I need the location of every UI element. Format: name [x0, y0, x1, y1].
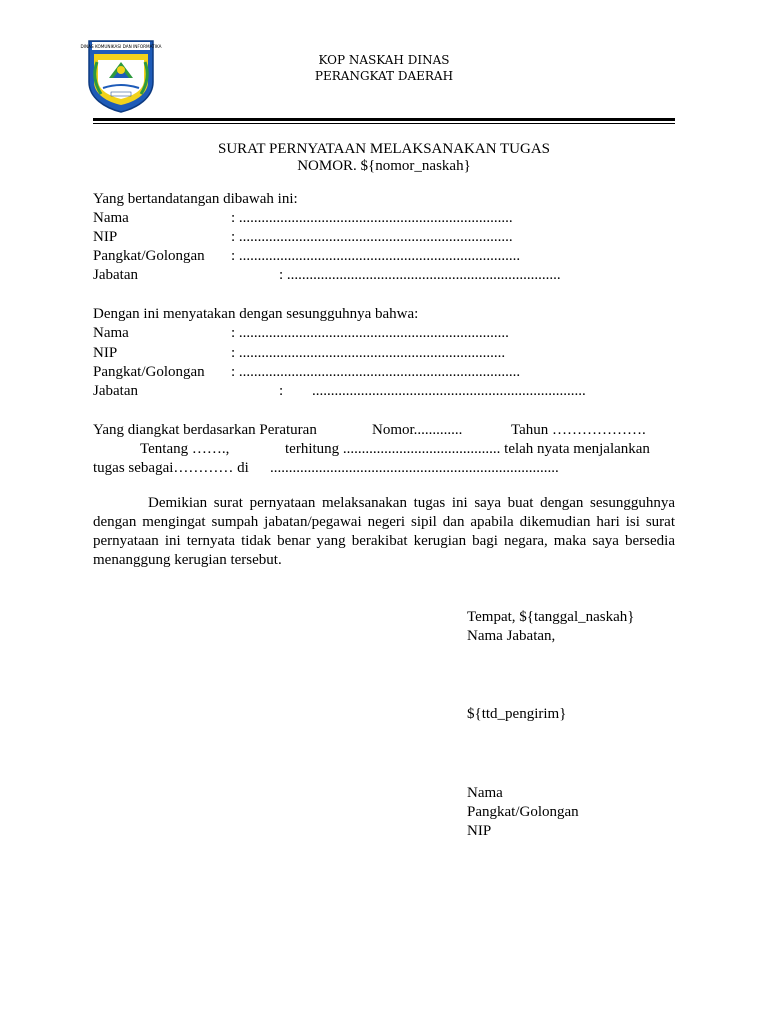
s3-terhitung-text: terhitung .......................................... telah nyata menjalankan	[285, 441, 650, 457]
document-number: NOMOR. ${nomor_naskah}	[297, 158, 471, 174]
s3-peraturan-text: Yang diangkat berdasarkan Peraturan	[93, 422, 317, 438]
closing-paragraph: Demikian surat pernyataan melaksanakan tugas ini saya buat dengan sesungguhnya dengan mengingat sumpah jabatan/pegawai negeri sipil dan apabila dikemudian hari isi surat pernyataan ini ternyata tidak benar yang berakibat kerugian bagi negara, maka saya bersedia menanggung kerugian tersebut.	[93, 495, 675, 568]
s3-tugas-dots: .............................................................................	[270, 460, 559, 476]
s2-value-jabatan: .........................................................................	[312, 383, 586, 399]
s2-label-jabatan: Jabatan	[93, 383, 138, 399]
s1-value-jabatan: : .........................................................................	[279, 267, 561, 283]
s2-value-nama: : ........................................................................	[231, 325, 509, 341]
s2-label-pangkat: Pangkat/Golongan	[93, 364, 205, 380]
kop-subtitle: PERANGKAT DAERAH	[314, 69, 454, 83]
s1-value-nama: : .........................................................................	[231, 210, 513, 226]
signature-position: Nama Jabatan,	[467, 628, 556, 644]
signature-nip: NIP	[467, 823, 492, 839]
s1-label-jabatan: Jabatan	[93, 267, 138, 283]
signature-place-date: Tempat, ${tanggal_naskah}	[467, 609, 635, 625]
s1-label-nama: Nama	[93, 210, 129, 226]
s1-value-pangkat: : ...........................................................................	[231, 248, 521, 264]
section2-intro: Dengan ini menyatakan dengan sesungguhnya bahwa:	[93, 306, 419, 322]
signature-rank: Pangkat/Golongan	[467, 804, 579, 820]
kop-title: KOP NASKAH DINAS	[318, 53, 450, 67]
s2-label-nip: NIP	[93, 345, 118, 361]
s2-colon-jabatan: :	[279, 383, 284, 399]
s1-label-pangkat: Pangkat/Golongan	[93, 248, 205, 264]
signature-placeholder: ${ttd_pengirim}	[467, 706, 567, 722]
s2-value-pangkat: : ...........................................................................	[231, 364, 521, 380]
header-double-rule-thin	[93, 123, 675, 124]
s3-nomor-text: Nomor.............	[372, 422, 463, 438]
logo-text: DINAS KOMUNIKASI DAN INFORMATIKA	[80, 44, 162, 49]
header-double-rule-thick	[93, 118, 675, 121]
s2-value-nip: : .......................................................................	[231, 345, 506, 361]
s1-label-nip: NIP	[93, 229, 118, 245]
section1-intro: Yang bertandatangan dibawah ini:	[93, 191, 298, 207]
s1-value-nip: : .........................................................................	[231, 229, 513, 245]
s3-tahun-text: Tahun ……………….	[511, 422, 646, 438]
document-title: SURAT PERNYATAAN MELAKSANAKAN TUGAS	[217, 141, 551, 157]
s3-tugas-text: tugas sebagai………… di	[93, 460, 249, 476]
signature-name: Nama	[467, 785, 503, 801]
s2-label-nama: Nama	[93, 325, 129, 341]
s3-tentang-text: Tentang …….,	[140, 441, 230, 457]
